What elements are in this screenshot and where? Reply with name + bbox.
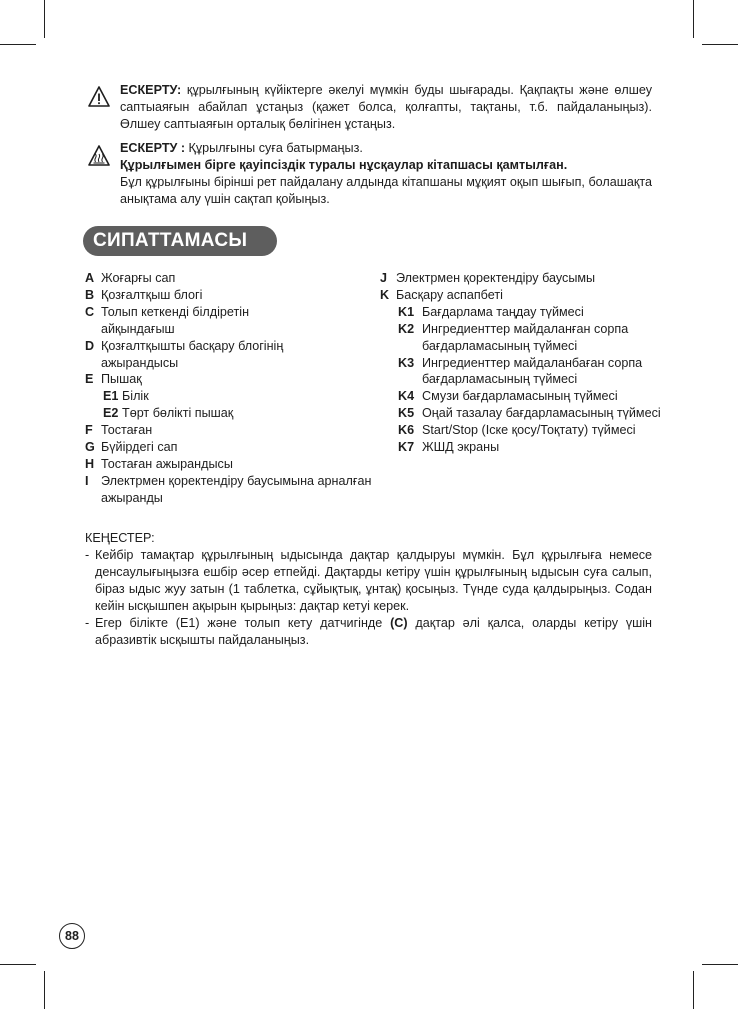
hot-surface-warning-icon [88, 145, 110, 167]
list-subitem: E1 Білік [103, 389, 149, 404]
list-subitem: K4 Смузи бағдарламасының түймесі [398, 389, 618, 404]
crop-mark [0, 964, 36, 965]
list-item: K Басқару аспапбеті [380, 287, 503, 302]
list-subitem: K7 ЖШД экраны [398, 440, 500, 455]
tip-item: - Егер білікте (E1) және толып кету датчигінде (C) дақтар әлі қалса, оларды кетіру үшін абразивтік ысқышты пайдаланыңыз. [85, 616, 652, 647]
section-title-banner: СИПАТТАМАСЫ [83, 226, 277, 256]
warning-text [120, 140, 652, 208]
tip-item: - Кейбір тамақтар құрылғының ыдысында дақтар қалдыруы мүмкін. Бұл құрылғыға немесе денсаулығыңызға ешбір әсер етпейді. Дақтарды кетіру үшін құрылғының ыдысын суға салып, біраз ыдыс жуу затын (1 таблетка, сұйықтық, ұнтақ) қосыңыз. Түнде суда қалдырыңыз. Содан кейін ысқышпен ақырын қырыңыз: дақтар кетуі керек. [85, 548, 652, 613]
warning-label: ЕСКЕРТУ : [120, 141, 186, 155]
warning-label: ЕСКЕРТУ: [120, 83, 182, 97]
list-item: B Қозғалтқыш блогі [85, 287, 203, 302]
list-subitem: K5 Оңай тазалау бағдарламасының түймесі [398, 406, 661, 421]
warning-body: құрылғының күйіктерге әкелуі мүмкін буды шығарады. Қақпақты және өлшеу саптыаяғын абайлап ұстаңыз (қажет болса, қолғапты, тақтаны, т.б. пайдаланыңыз). Өлшеу саптыаяғын орталық бөлігінен ұстаңыз. [120, 83, 652, 131]
warning-first-line [120, 140, 652, 157]
warning-block-immersion [88, 140, 652, 208]
list-item: D Қозғалтқышты басқару блогінің ажырандысы [85, 338, 284, 370]
page-number: 88 [59, 923, 85, 949]
crop-mark [702, 964, 738, 965]
list-item: H Тостаған ажырандысы [85, 456, 233, 471]
list-subitem: E2 Төрт бөлікті пышақ [103, 406, 234, 421]
crop-mark [702, 44, 738, 45]
list-item: F Тостаған [85, 423, 153, 438]
list-item: J Электрмен қоректендіру баусымы [380, 271, 596, 285]
warning-triangle-icon [88, 86, 110, 108]
tips-heading: КЕҢЕСТЕР: [85, 531, 155, 545]
list-subitem: K6 Start/Stop (Іске қосу/Тоқтату) түймесі [398, 423, 636, 438]
crop-mark [693, 971, 694, 1009]
warning-text [120, 82, 652, 133]
list-item: G Бүйірдегі сап [85, 440, 178, 455]
crop-mark [0, 44, 36, 45]
list-subitem: K2 Ингредиенттер майдаланған сорпа бағдарламасының түймесі [398, 321, 629, 353]
parts-list-left [85, 270, 372, 507]
parts-list-right [380, 270, 660, 456]
list-subitem: K3 Ингредиенттер майдаланбаған сорпа бағдарламасының түймесі [398, 355, 643, 387]
crop-mark [693, 0, 694, 38]
list-item: E Пышақ [85, 372, 142, 387]
warning-block-steam [88, 82, 652, 133]
list-item: C Толып кеткенді білдіретін айқындағыш [85, 304, 250, 336]
crop-mark [44, 0, 45, 38]
warning-line1: Құрылғыны суға батырмаңыз. [185, 141, 363, 155]
warning-body: Бұл құрылғыны бірінші рет пайдалану алдында кітапшаны мұқият оқып шығып, болашақта анықтама алу үшін сақтап қойыңыз. [120, 175, 652, 206]
warning-bold-line: Құрылғымен бірге қауіпсіздік туралы нұсқаулар кітапшасы қамтылған. [120, 158, 568, 172]
tips-section [85, 530, 652, 649]
list-item: I Электрмен қоректендіру баусымына арналған ажыранды [85, 473, 372, 505]
crop-mark [44, 971, 45, 1009]
list-subitem: K1 Бағдарлама таңдау түймесі [398, 304, 584, 319]
list-item: A Жоғарғы сап [85, 271, 176, 285]
